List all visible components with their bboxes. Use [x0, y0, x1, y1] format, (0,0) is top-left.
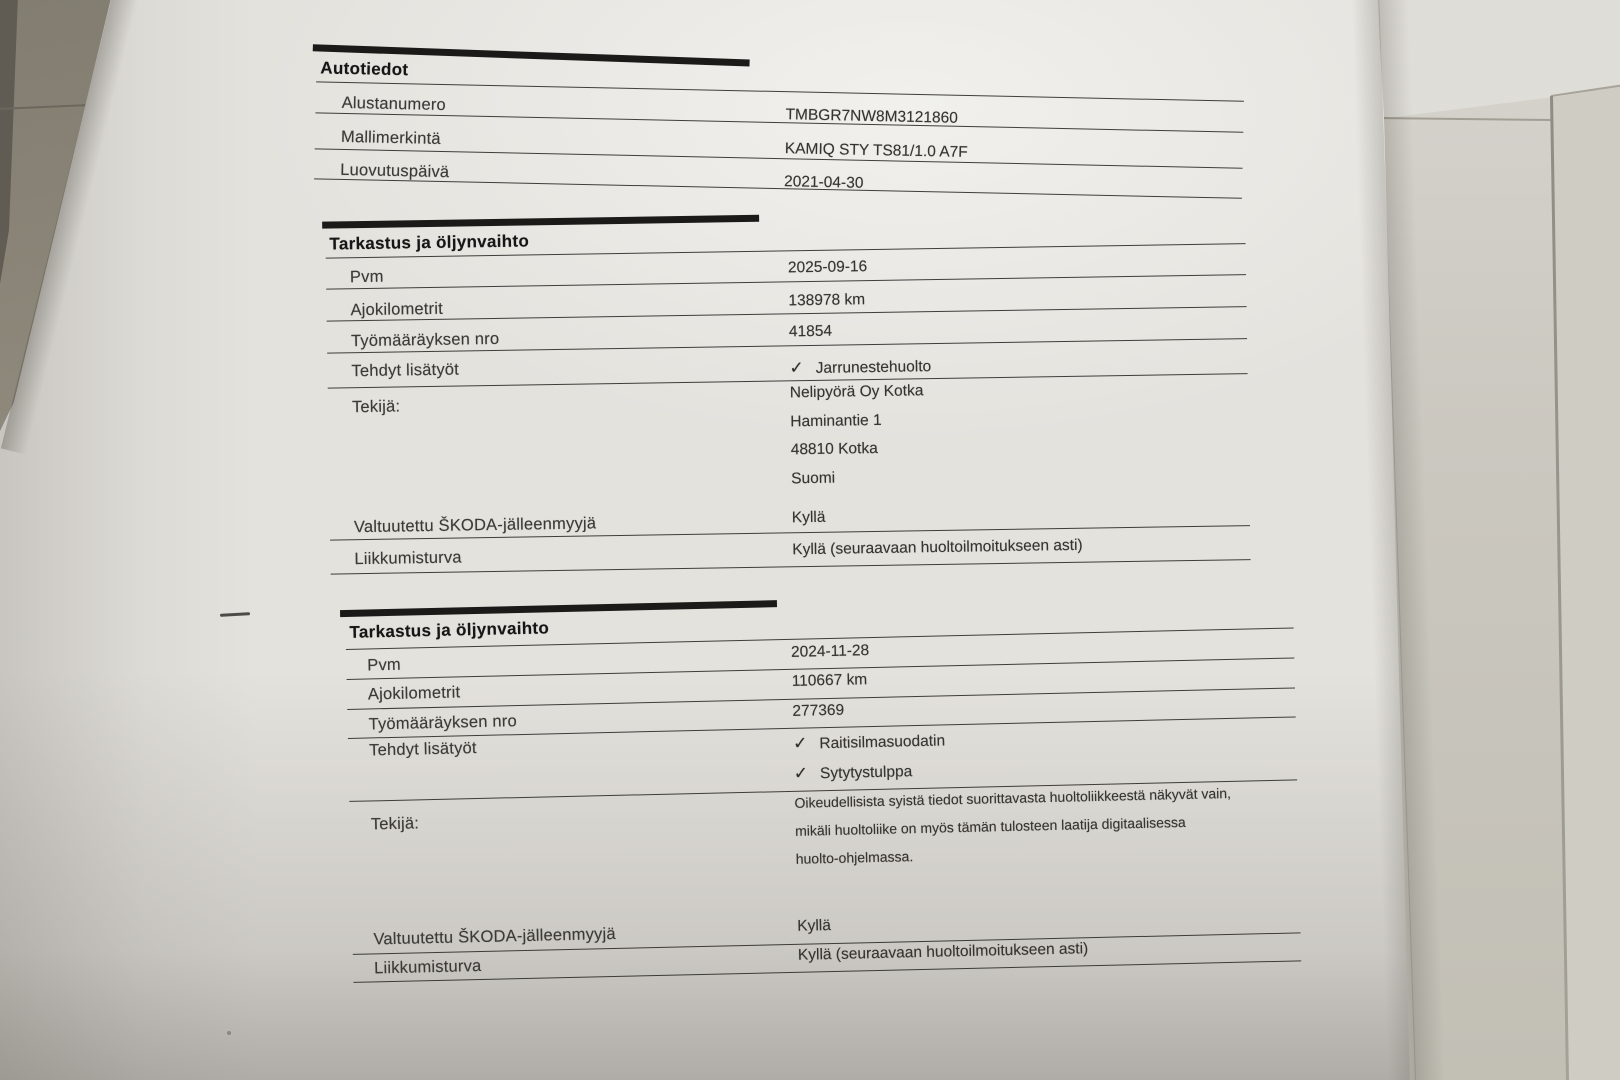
section-table [326, 243, 1251, 574]
row-label: Tekijä: [370, 814, 420, 834]
value-line: Nelipyörä Oy Kotka [789, 382, 924, 402]
value-line: Suomi [791, 469, 836, 487]
row-label: Tehdyt lisätyöt [351, 360, 460, 381]
section-title: Autotiedot [320, 58, 409, 80]
row-value: TMBGR7NW8M3121860 [785, 106, 958, 127]
section-title: Tarkastus ja öljynvaihto [349, 618, 550, 642]
row-label: Luovutuspäivä [340, 160, 450, 182]
row-label: Valtuutettu ŠKODA-jälleenmyyjä [373, 924, 616, 949]
value-line: 48810 Kotka [790, 439, 878, 459]
value-line: mikäli huoltoliike on myös tämän tulosteen laatija digitaalisessa [794, 813, 1186, 839]
section-autotiedot [297, 40, 1248, 199]
section-tarkastus-2025 [300, 200, 1254, 575]
row-label: Työmääräyksen nro [350, 329, 500, 351]
check-item-label: Sytytystulppa [819, 763, 913, 783]
row-value: 41854 [788, 322, 833, 341]
row-value: 2024-11-28 [790, 642, 870, 661]
row-label: Tehdyt lisätyöt [368, 739, 477, 760]
section-table [346, 627, 1301, 982]
table-row [328, 374, 1250, 517]
row-value: KAMIQ STY TS81/1.0 A7F [784, 140, 968, 162]
paper-speck [227, 1031, 231, 1035]
table-row [349, 780, 1300, 929]
row-value-multiline [794, 777, 1300, 916]
row-label: Valtuutettu ŠKODA-jälleenmyyjä [353, 514, 597, 537]
value-line: Haminantie 1 [790, 411, 882, 430]
row-label: Mallimerkintä [340, 127, 441, 148]
row-label: Työmääräyksen nro [368, 712, 518, 734]
row-value: 2021-04-30 [783, 173, 864, 192]
row-label: Pvm [367, 655, 402, 675]
row-label: Pvm [349, 267, 384, 287]
section-title: Tarkastus ja öljynvaihto [329, 231, 530, 254]
row-label: Liikkumisturva [373, 956, 482, 978]
row-value-checklist [793, 717, 1297, 787]
row-value: Kyllä [791, 508, 826, 527]
row-value: Kyllä (seuraavaan huoltoilmoitukseen asti) [797, 940, 1089, 964]
row-label: Tekijä: [351, 397, 401, 417]
row-label: Ajokilometrit [350, 299, 444, 320]
section-header-bar [322, 215, 759, 229]
row-label: Liikkumisturva [354, 548, 462, 569]
row-label: Ajokilometrit [367, 683, 461, 704]
row-value-multiline [790, 372, 1250, 508]
value-line: Oikeudellisista syistä tiedot suorittavasta huoltoliikkeestä näkyvät vain, [794, 784, 1232, 811]
section-tarkastus-2024 [300, 588, 1301, 983]
value-line: huolto-ohjelmassa. [795, 848, 914, 867]
row-value: Kyllä (seuraavaan huoltoilmoitukseen asti) [792, 536, 1083, 559]
row-value: Kyllä [797, 917, 832, 935]
section-table [314, 81, 1244, 198]
row-value: 277369 [792, 701, 845, 720]
checkmark-icon: ✓ [793, 763, 809, 783]
row-value: 110667 km [791, 671, 868, 690]
row-value: 138978 km [788, 291, 866, 310]
check-item-label: Jarrunestehuolto [815, 358, 932, 377]
checkmark-icon: ✓ [792, 733, 808, 753]
checkmark-icon: ✓ [789, 358, 804, 378]
check-item-label: Raitisilmasuodatin [819, 732, 946, 753]
row-label: Alustanumero [341, 93, 447, 115]
row-value: 2025-09-16 [787, 258, 868, 277]
